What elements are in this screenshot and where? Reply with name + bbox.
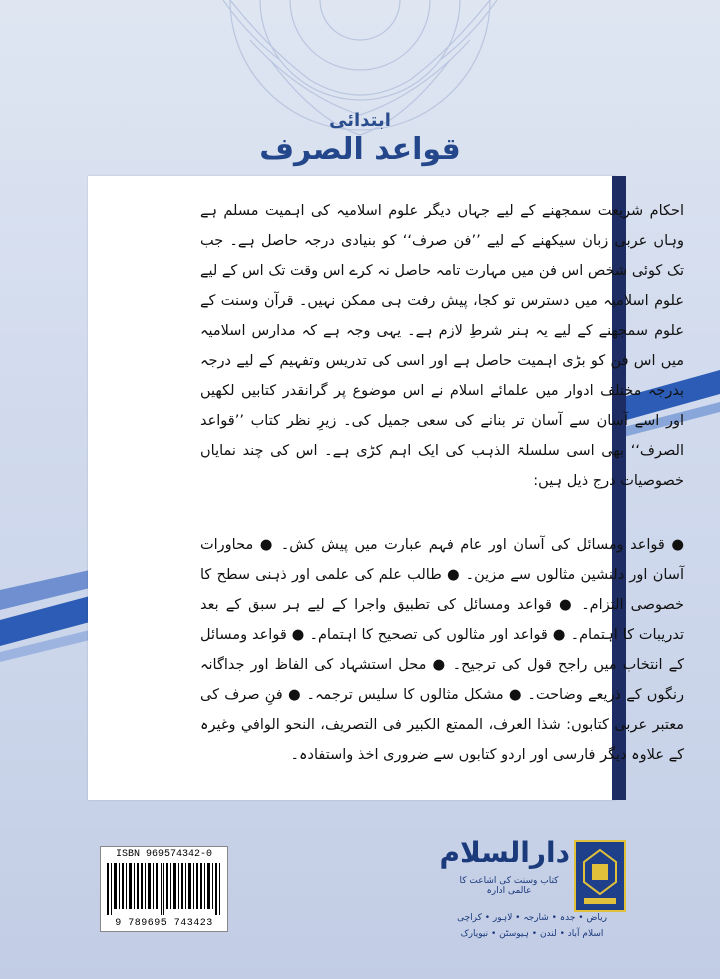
publisher-cities <box>440 910 624 942</box>
features-paragraph: ● قواعد ومسائل کی آسان اور عام فہم عبارت میں پیش کش۔ ● محاورات آسان اور دلنشین مثالوں سے مزین۔ ● طالب علم کی علمی اور ذہنی سطح کا خصوصی التزام۔ ● قواعد ومسائل کی تطبیق واجرا کے لیے ہر سبق کے بعد تدریبات کا اہتمام۔ ● قواعد اور مثالوں کی تصحیح کا اہتمام۔ ● قواعد ومسائل کے انتخاب میں راجح قول کی ترجیح۔ ● محل استشہاد کی الفاظ اور جداگانہ رنگوں کے ذریعے وضاحت۔ ● مشکل مثالوں کا سلیس ترجمہ۔ ● فنِ صرف کی معتبر عربی کتابوں: شذا العرف، الممتع الكبير فى التصريف، النحو الوافي وغیرہ کے علاوہ دیگر فارسی اور اردو کتابوں سے ضروری اخذ واستفادہ۔ <box>200 537 684 763</box>
book-subtitle: ابتدائی <box>329 110 391 131</box>
intro-paragraph: احکام شریعت سمجھنے کے لیے جہاں دیگر علوم اسلامیہ کی اہمیت مسلم ہے وہاں عربی زبان سیکھنے کے لیے ’’فن صرف‘‘ کو بنیادی درجہ حاصل ہے۔ جب تک کوئی شخص اس فن میں مہارت تامہ حاصل نہ کرے اس وقت تک اس کے لیے علوم اسلامیہ میں دسترس تو کجا، پیش رفت ہی ممکن نہیں۔ قرآن وسنت کے علوم سمجھنے کے لیے یہ ہنر شرطِ لازم ہے۔ یہی وجہ ہے کہ مدارس اسلامیہ میں اس فن کو بڑی اہمیت حاصل ہے اور اسی کی تدریس وتفہیم کے لیے درجہ بدرجہ مختلف ادوار میں علمائے اسلام نے اس موضوع پر گرانقدر کتابیں لکھیں اور اسے آسان سے آسان تر بنانے کی سعی جمیل کی۔ زیرِ نظر کتاب ’’قواعد الصرف‘‘ بھی اسی سلسلۃ الذہب کی ایک اہم کڑی ہے۔ اس کی چند نمایاں خصوصیات درج ذیل ہیں: <box>200 203 684 489</box>
publisher-logo <box>574 840 626 912</box>
cities-line-2: اسلام آباد • لندن • ہیوسٹن • نیویارک <box>460 929 604 939</box>
isbn-barcode-box <box>100 846 228 932</box>
isbn-label: ISBN 969574342-0 <box>115 849 212 860</box>
barcode-graphic <box>107 863 221 915</box>
book-stand-icon <box>576 842 624 910</box>
left-stripes <box>0 560 90 680</box>
cities-line-1: ریاض • جدہ • شارجہ • لاہور • کراچی <box>457 913 607 923</box>
book-title: قواعد الصرف <box>259 132 461 167</box>
publisher-name: دارالسلام <box>439 836 570 869</box>
publisher-tagline: کتاب وسنت کی اشاعت کا عالمی ادارہ <box>459 876 559 896</box>
barcode-digits: 9 789695 743423 <box>115 918 213 929</box>
